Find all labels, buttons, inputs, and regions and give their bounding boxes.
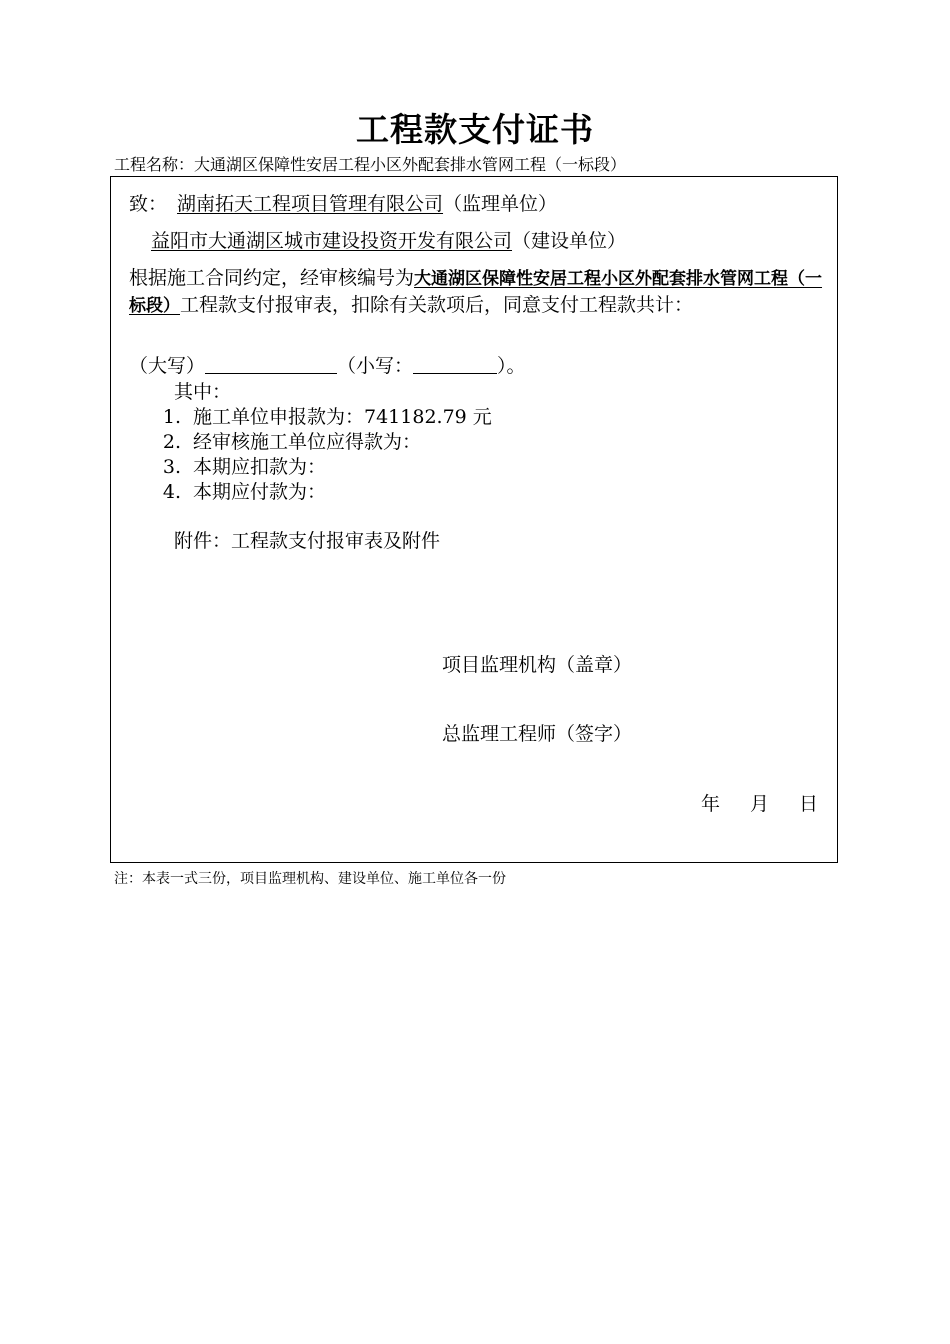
page-title: 工程款支付证书 — [356, 110, 594, 149]
recipient-client-line — [151, 226, 626, 253]
list-item: 3. 本期应扣款为： — [162, 456, 327, 478]
project-name: 工程名称：大通湖区保障性安居工程小区外配套排水管网工程（一标段） — [114, 155, 627, 174]
footnote: 注：本表一式三份，项目监理机构、建设单位、施工单位各一份 — [114, 871, 506, 887]
amount-upper-blank — [205, 354, 337, 374]
date-day: 日 — [799, 793, 819, 815]
date-month: 月 — [750, 793, 770, 815]
statement-intro: 根据施工合同约定，经审核编号为 — [129, 267, 415, 289]
amount-lower-blank — [413, 354, 497, 374]
client-role: （建设单位） — [512, 230, 627, 252]
among-label: 其中： — [174, 381, 232, 403]
amount-lower-label: （小写： — [337, 355, 414, 377]
client-company: 益阳市大通湖区城市建设投资开发有限公司 — [151, 230, 513, 252]
certificate-box — [110, 176, 838, 863]
list-item: 4. 本期应付款为： — [162, 481, 327, 503]
reference-project: 大通湖区保障性安居工程小区外配套排水管网工程（一标段） — [129, 269, 823, 316]
supervisor-company: 湖南拓天工程项目管理有限公司 — [177, 193, 444, 215]
date-year: 年 — [701, 793, 721, 815]
to-prefix: 致： — [129, 193, 168, 215]
list-item: 2. 经审核施工单位应得款为： — [162, 431, 422, 453]
amount-line — [129, 351, 526, 378]
chief-engineer-signature: 总监理工程师（签字） — [442, 723, 633, 745]
supervisor-seal: 项目监理机构（盖章） — [442, 654, 633, 676]
amount-lower-end: ）。 — [497, 355, 526, 377]
list-item: 1. 施工单位申报款为：741182.79 元 — [162, 406, 492, 428]
payment-statement — [129, 265, 825, 319]
date-line — [701, 789, 818, 816]
amount-upper-label: （大写） — [129, 355, 206, 377]
statement-rest: 工程款支付报审表，扣除有关款项后，同意支付工程款共计： — [180, 294, 694, 316]
recipient-supervisor-line — [129, 189, 557, 216]
attachment-line: 附件：工程款支付报审表及附件 — [174, 530, 441, 552]
supervisor-role: （监理单位） — [443, 193, 558, 215]
